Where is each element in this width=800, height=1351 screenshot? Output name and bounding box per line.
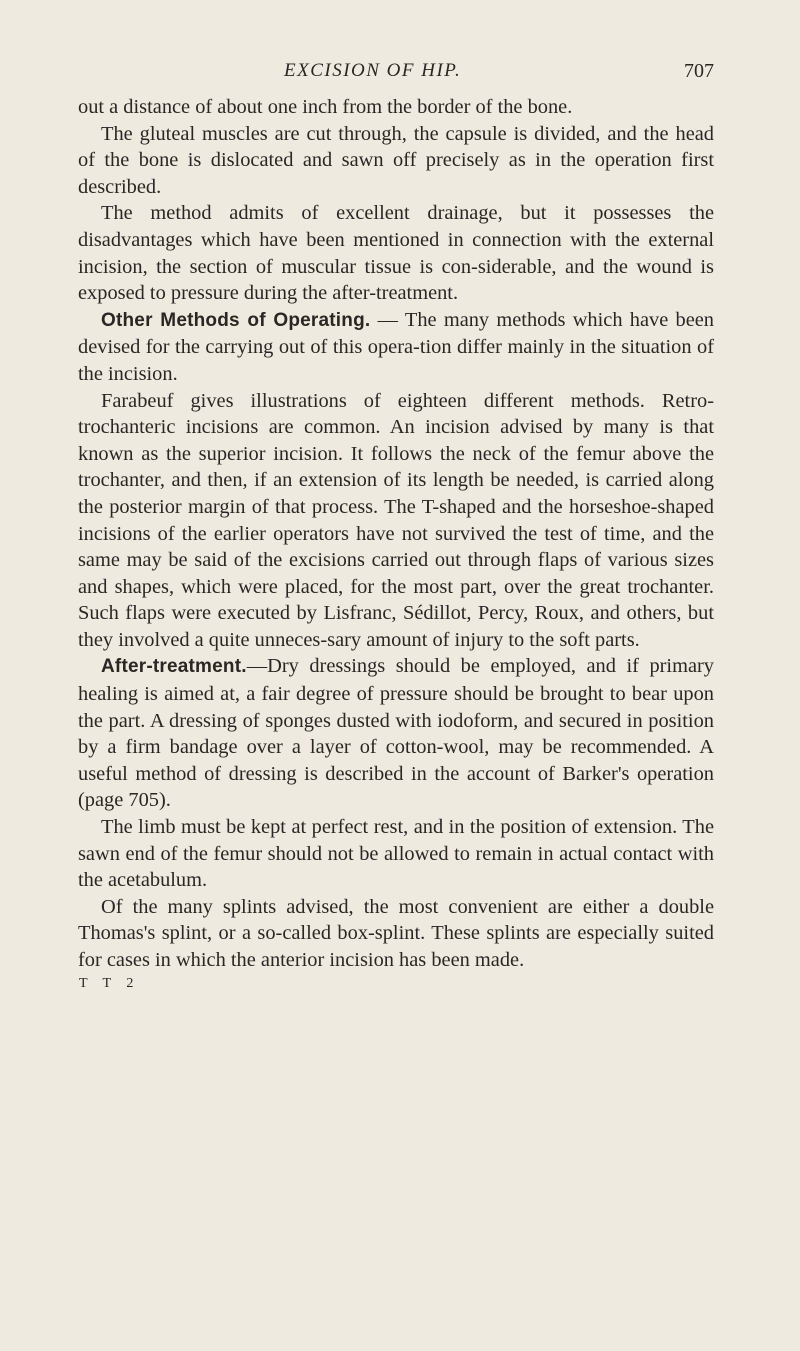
paragraph-other-methods-text: — The many methods which have been devised for the carrying out of this opera-tion differ mainly in the situation of the incision.	[78, 308, 714, 385]
paragraph-farabeuf: Farabeuf gives illustrations of eighteen different methods. Retro-trochanteric incisions are common. An incision advised by many is that known as the superior incision. It follows the neck of the femur above the trochanter, and then, if an extension of its length be needed, is carried along the posterior margin of that process. The T-shaped and the horseshoe-shaped incisions of the earlier operators have not survived the test of time, and the same may be said of the excisions carried out through flaps of various sizes and shapes, which were placed, for the most part, over the great trochanter. Such flaps were executed by Lisfranc, Sédillot, Percy, Roux, and others, but they involved a quite unneces-sary amount of injury to the soft parts.	[78, 389, 714, 651]
page-header	[78, 60, 714, 94]
paragraph-continuation: out a distance of about one inch from the border of the bone.	[78, 96, 573, 118]
paragraph-other-methods	[78, 307, 714, 388]
section-heading-other-methods: Other Methods of Operating.	[101, 309, 371, 331]
paragraph-splints: Of the many splints advised, the most convenient are either a double Thomas's splint, or a so-called box-splint. These splints are especially suited for cases in which the anterior incision has been made.	[78, 895, 714, 971]
paragraph-after-treatment	[78, 653, 714, 814]
signature-mark: T T 2	[79, 975, 140, 991]
book-page	[78, 60, 714, 994]
running-title: EXCISION OF HIP.	[284, 60, 462, 81]
paragraph-after-treatment-text: —Dry dressings should be employed, and if primary healing is aimed at, a fair degree of pressure should be brought to bear upon the part. A dressing of sponges dusted with iodoform, and secured in position by a firm bandage over a layer of cotton-wool, may be recommended. A useful method of dressing is described in the account of Barker's operation (page 705).	[78, 655, 714, 812]
section-heading-after-treatment: After-treatment.	[101, 656, 247, 678]
paragraph-limb-rest: The limb must be kept at perfect rest, and in the position of extension. The sawn end of the femur should not be allowed to remain in actual contact with the acetabulum.	[78, 816, 714, 892]
body-text	[78, 94, 714, 974]
paragraph-gluteal-muscles: The gluteal muscles are cut through, the capsule is divided, and the head of the bone is dislocated and sawn off precisely as in the operation first described.	[78, 122, 714, 198]
page-number: 707	[684, 60, 714, 82]
paragraph-drainage: The method admits of excellent drainage, but it possesses the disadvantages which have been mentioned in connection with the external incision, the section of muscular tissue is con-siderable, and the wound is exposed to pressure during the after-treatment.	[78, 202, 714, 305]
